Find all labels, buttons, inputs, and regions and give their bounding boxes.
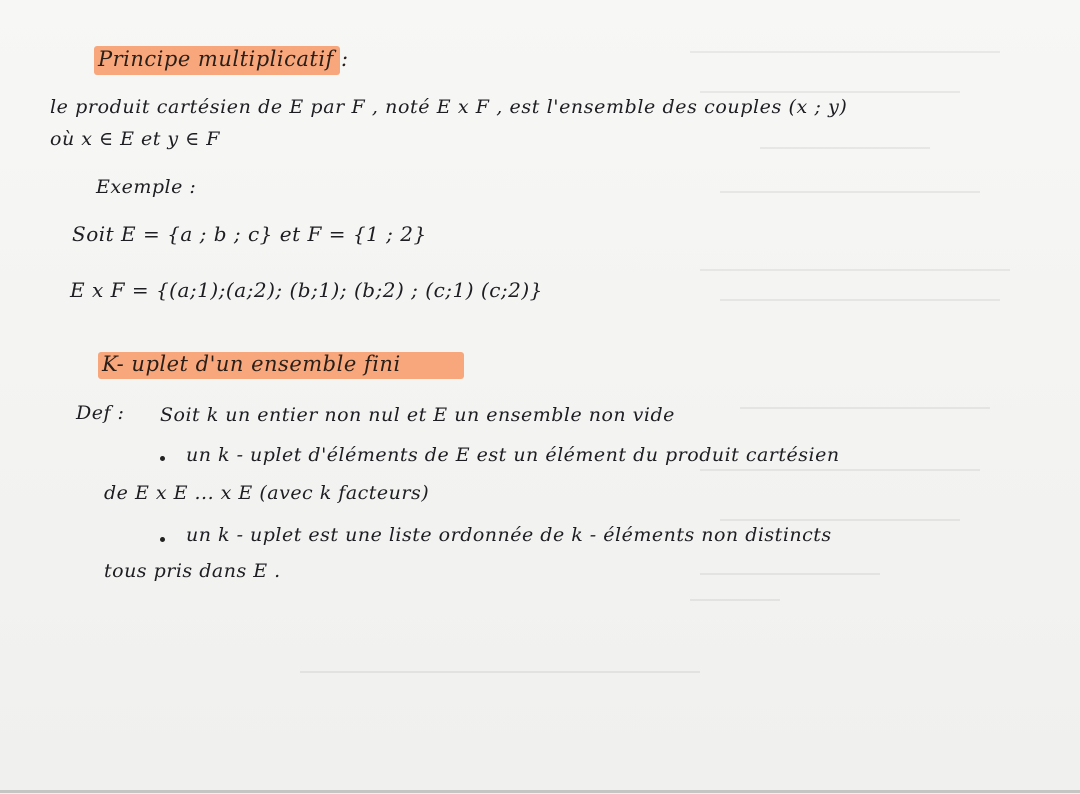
example-label: Exemple : [96,176,197,198]
bullet2-line-2: tous pris dans E . [104,560,281,582]
section2-title: K- uplet d'un ensemble fini [102,352,401,376]
bullet1-line-1: un k - uplet d'éléments de E est un élément du produit cartésien [186,444,840,466]
definition-line-1: le produit cartésien de E par F , noté E x F , est l'ensemble des couples (x ; y) [50,96,848,118]
definition-line-2: où x ∈ E et y ∈ F [50,128,220,150]
example-cartesian-product: E x F = {(a;1);(a;2); (b;1); (b;2) ; (c;1) (c;2)} [70,278,543,302]
section-title: Principe multiplicatif : [98,47,349,71]
bullet1-line-2: de E x E ... x E (avec k facteurs) [104,482,430,504]
bullet2-line-1: un k - uplet est une liste ordonnée de k - éléments non distincts [186,524,832,546]
bullet-dot-1 [160,456,165,461]
def-label: Def : [76,402,125,424]
bullet-dot-2 [160,537,165,542]
def-line-1: Soit k un entier non nul et E un ensemble non vide [160,404,675,426]
example-sets: Soit E = {a ; b ; c} et F = {1 ; 2} [72,222,427,246]
page-bottom-edge [0,790,1080,793]
